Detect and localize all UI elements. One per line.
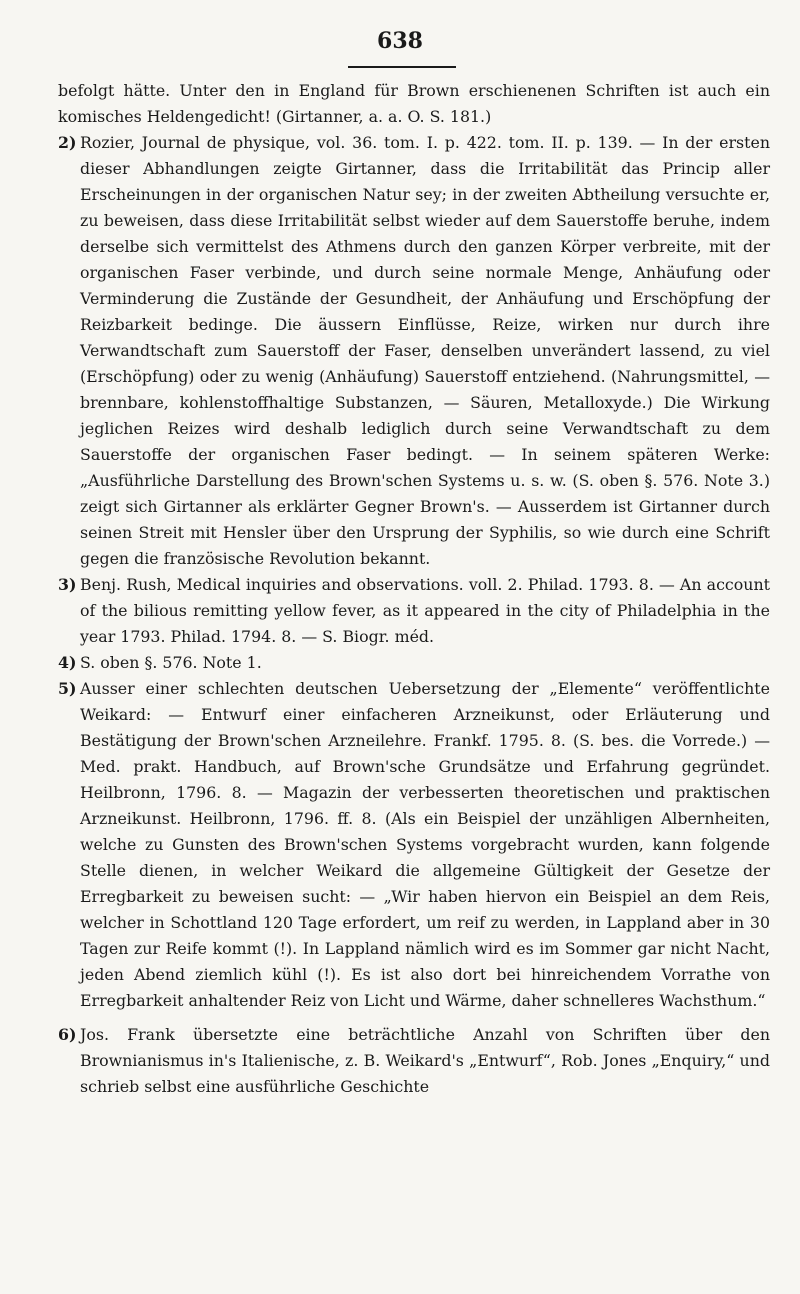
continuation-paragraph: befolgt hätte. Unter den in England für Brown erschienenen Schriften ist auch ein komisches Heldengedicht! (Girtanner, a. a. O. S. 181.) — [58, 81, 770, 126]
footnote-number: 6) — [58, 1025, 77, 1044]
footnote-number: 2) — [58, 133, 77, 152]
footnote-text: Rozier, Journal de physique, vol. 36. tom. I. p. 422. tom. II. p. 139. — In der ersten dieser Abhandlungen zeigte Girtanner, dass die Irritabilität das Princip aller Erscheinungen in der organischen Natur sey; in der zweiten Abtheilung versuchte er, zu beweisen, dass diese Irritabilität selbst wieder auf dem Sauerstoffe beruhe, indem derselbe sich vermittelst des Athmens durch den ganzen Körper verbreite, mit der organischen Faser verbinde, und durch seine normale Menge, Anhäufung oder Verminderung die Zustände der Gesundheit, der Anhäufung und Erschöpfung der Reizbarkeit bedinge. Die äussern Einflüsse, Reize, wirken nur durch ihre Verwandtschaft zum Sauerstoff der Faser, denselben unverändert lassend, zu viel (Erschöpfung) oder zu wenig (Anhäufung) Sauerstoff entziehend. (Nahrungsmittel, — brennbare, kohlenstoffhaltige Substanzen, — Säuren, Metalloxyde.) Die Wirkung jeglichen Reizes wird deshalb lediglich durch seine Verwandtschaft zu dem Sauerstoffe der organischen Faser bedingt. — In seinem späteren Werke: „Ausführliche Darstellung des Brown'schen Systems u. s. w. (S. oben §. 576. Note 3.) zeigt sich Girtanner als erklärter Gegner Brown's. — Ausserdem ist Girtanner durch seinen Streit mit Hensler über den Ursprung der Syphilis, so wie durch eine Schrift gegen die französische Revolution bekannt. — [80, 133, 770, 568]
footnote-text: S. oben §. 576. Note 1. — [80, 653, 262, 672]
page-number: 638 — [377, 28, 423, 54]
footnote-number: 3) — [58, 575, 77, 594]
footnote-text: Ausser einer schlechten deutschen Uebersetzung der „Elemente“ veröffentlichte Weikard: — Entwurf einer einfacheren Arzneikunst, oder Erläuterung und Bestätigung der Brown'schen Arzneilehre. Frankf. 1795. 8. (S. bes. die Vorrede.) — Med. prakt. Handbuch, auf Brown'sche Grundsätze und Erfahrung gegründet. Heilbronn, 1796. 8. — Magazin der verbesserten theoretischen und praktischen Arzneikunst. Heilbronn, 1796. ff. 8. (Als ein Beispiel der unzähligen Albernheiten, welche zu Gunsten des Brown'schen Systems vorgebracht wurden, kann folgende Stelle dienen, in welcher Weikard die allgemeine Gültigkeit der Gesetze der Erregbarkeit zu beweisen sucht: — „Wir haben hiervon ein Beispiel an dem Reis, welcher in Schottland 120 Tage erfordert, um reif zu werden, in Lappland aber in 30 Tagen zur Reife kommt (!). In Lappland nämlich wird es im Sommer gar nicht Nacht, jeden Abend ziemlich kühl (!). Es ist also dort bei hinreichendem Vorrathe von Erregbarkeit anhaltender Reiz von Licht und Wärme, daher schnelleres Wachsthum.“ — [80, 679, 770, 1010]
footnote-4 — [58, 650, 770, 676]
footnote-text: Jos. Frank übersetzte eine beträchtliche Anzahl von Schriften über den Brownianismus in's Italienische, z. B. Weikard's „Entwurf“, Rob. Jones „Enquiry,“ und schrieb selbst eine ausführliche Geschichte — [80, 1025, 770, 1096]
footnote-block — [58, 78, 770, 1100]
footnote-3 — [58, 572, 770, 650]
footnote-2 — [58, 130, 770, 572]
footnote-6 — [58, 1022, 770, 1100]
footnote-number: 4) — [58, 653, 77, 672]
header-rule — [348, 66, 456, 68]
footnote-number: 5) — [58, 679, 77, 698]
footnote-5 — [58, 676, 770, 1014]
footnote-text: Benj. Rush, Medical inquiries and observations. voll. 2. Philad. 1793. 8. — An account of the bilious remitting yellow fever, as it appeared in the city of Philadelphia in the year 1793. Philad. 1794. 8. — S. Biogr. méd. — [80, 575, 770, 646]
